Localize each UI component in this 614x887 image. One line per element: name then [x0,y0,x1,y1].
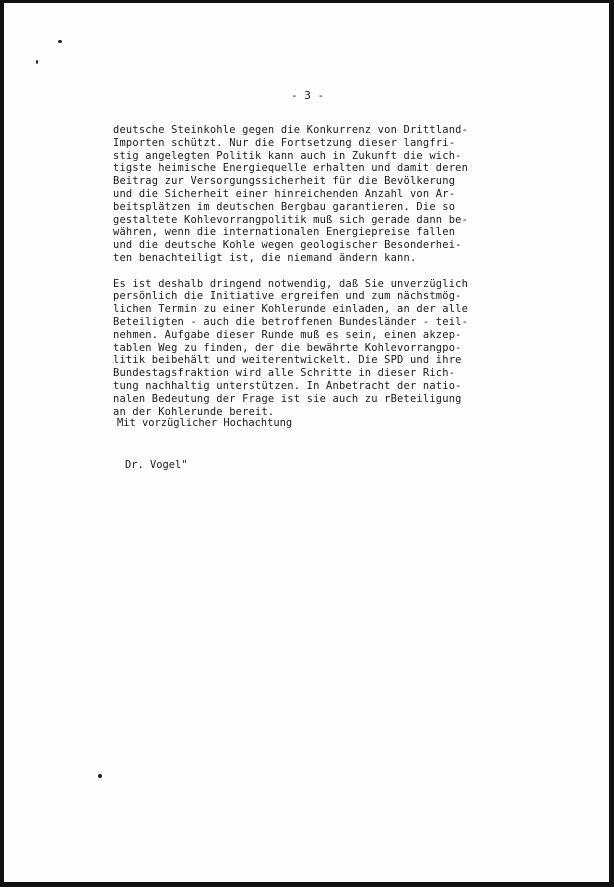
text-line: Beitrag zur Versorgungssicherheit für die Bevölkerung [113,175,456,188]
text-line: gestaltete Kohlevorrangpolitik muß sich gerade dann be- [113,213,469,226]
text-line: stig angelegten Politik kann auch in Zukunft die wich- [113,149,462,162]
text-line: Bundestagsfraktion wird alle Schritte in dieser Rich- [113,367,456,380]
paragraph-1 [113,124,513,265]
text-line: und die Sicherheit einer hinreichenden Anzahl von Ar- [113,187,456,200]
text-line: persönlich die Initiative ergreifen und zum nächstmög- [113,290,462,303]
text-line: nalen Bedeutung der Frage ist sie auch zu rBeteiligung [113,392,462,405]
signature: Dr. Vogel" [125,459,188,471]
text-line: beitsplätzen im deutschen Bergbau garantieren. Die so [113,200,456,213]
scan-speck [98,774,102,778]
text-line: Beteiligten - auch die betroffenen Bundesländer - teil- [113,315,469,328]
text-line: Importen schützt. Nur die Fortsetzung dieser langfri- [113,136,456,149]
scan-speck [36,60,38,64]
text-line: tung nachhaltig unterstützen. In Anbetracht der natio- [113,379,462,392]
text-line: nehmen. Aufgabe dieser Runde muß es sein, einen akzep- [113,328,462,341]
page-number: - 3 - [291,89,325,102]
text-line: ten benachteiligt ist, die niemand ändern kann. [113,251,417,264]
letter-body [113,124,513,431]
text-line: währen, wenn die internationalen Energiepreise fallen [113,226,456,239]
text-line: und die deutsche Kohle wegen geologischer Besonderhei- [113,239,462,252]
scan-speck [58,40,62,43]
closing-salutation: Mit vorzüglicher Hochachtung [117,417,293,429]
paragraph-2 [113,278,513,419]
text-line: lichen Termin zu einer Kohlerunde einladen, an der alle [113,303,469,316]
text-line: litik beibehält und weiterentwickelt. Die SPD und ihre [113,354,462,367]
text-line: deutsche Steinkohle gegen die Konkurrenz von Drittland- [113,124,469,136]
text-line: tablen Weg zu finden, der die bewährte Kohlevorrangpo- [113,341,462,354]
text-line: Es ist deshalb dringend notwendig, daß Sie unverzüglich [113,277,469,290]
text-line: tigste heimische Energiequelle erhalten und damit deren [113,162,469,175]
text-line: an der Kohlerunde bereit. [113,405,275,418]
